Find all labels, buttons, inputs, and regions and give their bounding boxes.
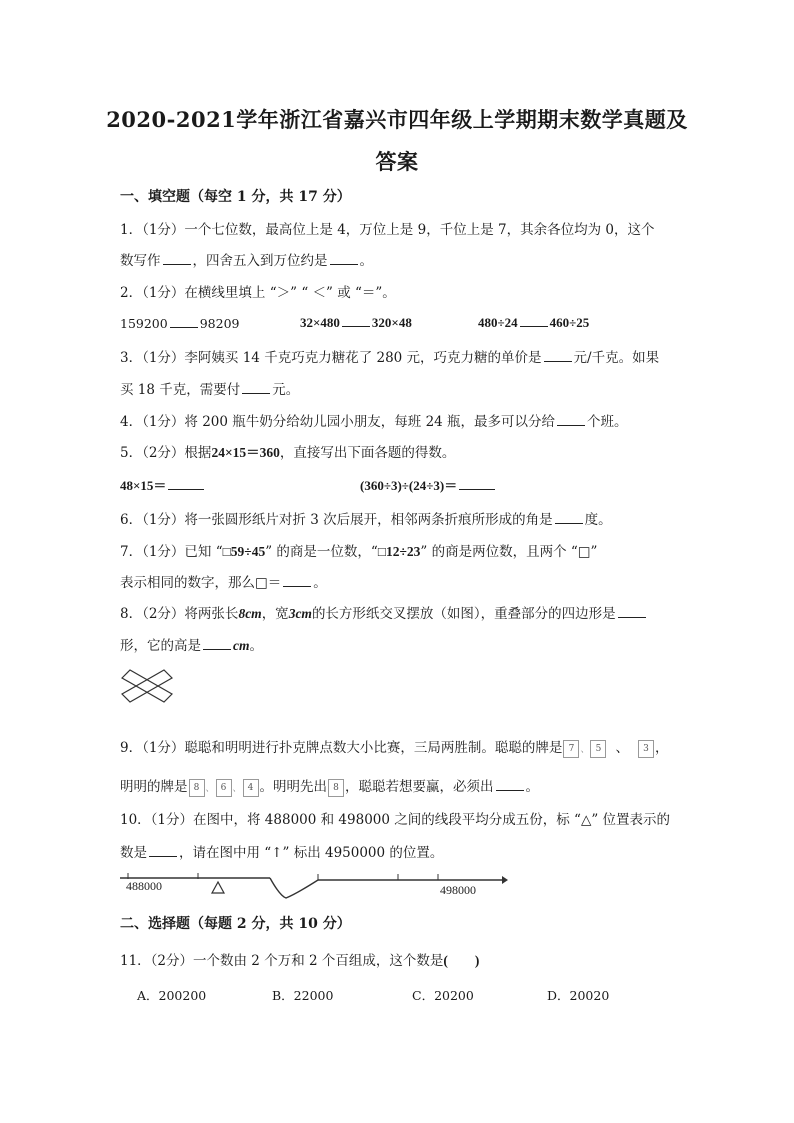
q3-line2 bbox=[120, 378, 299, 398]
q11-option-a[interactable]: A．200200 bbox=[137, 988, 207, 1003]
q1-text-c: ，四舍五入到万位约是 bbox=[192, 253, 328, 269]
q1-line2 bbox=[120, 249, 373, 269]
q8-text-d: 形，它的高是 bbox=[120, 638, 201, 654]
q7-line1 bbox=[120, 540, 597, 560]
q11-option-b[interactable]: B．22000 bbox=[272, 988, 334, 1003]
q7-expr-1: □59÷45 bbox=[222, 544, 266, 559]
page-title-line1: 2020-2021学年浙江省嘉兴市四年级上学期期末数学真题及 bbox=[106, 107, 688, 132]
q10-blank[interactable] bbox=[149, 844, 177, 857]
q7-text-e: 。 bbox=[313, 575, 327, 591]
q4-line bbox=[120, 410, 628, 430]
q4-text-a: 4．（1分）将 200 瓶牛奶分给幼儿园小朋友，每班 24 瓶，最多可以分给 bbox=[120, 414, 556, 430]
q3-text-d: 元。 bbox=[272, 382, 300, 398]
q2-line1 bbox=[120, 281, 396, 301]
q2-e1-right: 98209 bbox=[199, 316, 240, 331]
q8-blank-2[interactable] bbox=[203, 637, 231, 650]
q9-text-e: ，聪聪若想要赢，必须出 bbox=[345, 779, 494, 795]
number-line-figure[interactable] bbox=[118, 866, 508, 906]
rectangle-1 bbox=[122, 670, 172, 702]
q2-e2-left: 32×480 bbox=[300, 315, 340, 330]
section1-heading: 一、填空题（每空 1 分，共 17 分） bbox=[120, 189, 351, 205]
q9-blank[interactable] bbox=[496, 778, 524, 791]
q5-text-b: ，直接写出下面各题的得数。 bbox=[279, 445, 456, 461]
q8-width: 3cm bbox=[288, 606, 312, 621]
q6-text-a: 6．（1分）将一张圆形纸片对折 3 次后展开，相邻两条折痕所形成的角是 bbox=[120, 512, 553, 528]
q9-line2 bbox=[120, 775, 539, 797]
q6-text-b: 度。 bbox=[584, 512, 612, 528]
section2-heading: 二、选择题（每题 2 分，共 10 分） bbox=[120, 916, 351, 932]
q5-expr-2-wrap bbox=[360, 475, 497, 494]
q2-blank-1[interactable] bbox=[170, 315, 198, 328]
q5-expr-2: (360÷3)÷(24÷3)＝ bbox=[360, 478, 458, 493]
card-separator: 、 bbox=[615, 740, 629, 756]
q9-text-b: ， bbox=[654, 740, 669, 756]
q10-line2 bbox=[120, 841, 443, 861]
q8-unit: cm bbox=[233, 638, 250, 653]
q10-line1 bbox=[120, 808, 670, 828]
q7-expr-2: □12÷23 bbox=[377, 544, 421, 559]
mingming-card-3: 4 bbox=[243, 779, 259, 797]
number-line-break bbox=[270, 878, 318, 898]
q5-line2 bbox=[120, 475, 206, 494]
card-separator: 、 bbox=[205, 784, 215, 794]
crossed-rectangles-figure bbox=[118, 666, 176, 706]
q9-text-a: 9．（1分）聪聪和明明进行扑克牌点数大小比赛，三局两胜制。聪聪的牌是 bbox=[120, 740, 563, 756]
q9-text-f: 。 bbox=[525, 779, 540, 795]
q2-blank-2[interactable] bbox=[342, 314, 370, 327]
mingming-card-1: 8 bbox=[189, 779, 205, 797]
triangle-marker-icon bbox=[212, 882, 224, 893]
rectangle-2 bbox=[122, 670, 172, 702]
q11-line bbox=[120, 949, 479, 969]
q7-line2 bbox=[120, 571, 327, 591]
q4-blank[interactable] bbox=[557, 413, 585, 426]
q10-text-b: 数是 bbox=[120, 845, 147, 861]
q2-e2-right: 320×48 bbox=[371, 315, 412, 330]
q5-text-a: 5．（2分）根据 bbox=[120, 445, 212, 461]
q11-option-d[interactable]: D．20020 bbox=[547, 988, 610, 1003]
congcong-card-3: 3 bbox=[638, 740, 654, 758]
q4-text-b: 个班。 bbox=[587, 414, 628, 430]
q5-blank-2[interactable] bbox=[459, 477, 495, 490]
q2-expr-3 bbox=[478, 314, 589, 331]
q5-expr-1: 48×15＝ bbox=[120, 478, 167, 493]
q8-text-b: ，宽 bbox=[261, 606, 289, 622]
q2-blank-3[interactable] bbox=[520, 314, 548, 327]
q10-text-c: ，请在图中用 “↑” 标出 4950000 的位置。 bbox=[179, 845, 444, 861]
q1-text-b: 数写作 bbox=[120, 253, 161, 269]
q3-blank-1[interactable] bbox=[544, 349, 572, 362]
q3-text-b: 元/千克。如果 bbox=[573, 350, 660, 366]
card-separator: 、 bbox=[580, 745, 590, 755]
q11-text-a: 11．（2分）一个数由 2 个万和 2 个百组成，这个数是 bbox=[120, 953, 444, 969]
q8-text-a: 8．（2分）将两张长 bbox=[120, 606, 239, 622]
q8-blank-1[interactable] bbox=[618, 605, 646, 618]
q1-line1 bbox=[120, 218, 654, 238]
q2-line2 bbox=[120, 315, 239, 331]
q9-text-c: 明明的牌是 bbox=[120, 779, 188, 795]
q9-text-d: 。明明先出 bbox=[259, 779, 328, 795]
q1-blank-1[interactable] bbox=[163, 252, 191, 265]
q10-text-a: 10．（1分）在图中，将 488000 和 498000 之间的线段平均分成五份，标 “△” 位置表示的 bbox=[120, 812, 671, 828]
q3-text-c: 买 18 千克，需要付 bbox=[120, 382, 241, 398]
q3-blank-2[interactable] bbox=[242, 381, 270, 394]
q1-text-d: 。 bbox=[359, 253, 373, 269]
q2-e3-right: 460÷25 bbox=[549, 315, 590, 330]
q3-line1 bbox=[120, 346, 659, 366]
label-488000: 488000 bbox=[126, 879, 162, 893]
q1-text-a: 1．（1分）一个七位数，最高位上是 4，万位上是 9，千位上是 7，其余各位均为 0，这个 bbox=[120, 222, 655, 238]
page-title-line2: 答案 bbox=[375, 149, 419, 174]
q2-expr-2 bbox=[300, 314, 412, 331]
congcong-card-2: 5 bbox=[590, 740, 606, 758]
q11-option-c[interactable]: C．20200 bbox=[412, 988, 474, 1003]
q3-text-a: 3．（1分）李阿姨买 14 千克巧克力糖花了 280 元，巧克力糖的单价是 bbox=[120, 350, 542, 366]
card-separator: 、 bbox=[232, 784, 242, 794]
q6-line bbox=[120, 508, 612, 528]
q8-length: 8cm bbox=[238, 606, 262, 621]
q8-line2 bbox=[120, 634, 263, 654]
q7-text-b: ” 的商是一位数，“ bbox=[265, 544, 378, 560]
number-line-arrowhead bbox=[502, 876, 508, 884]
q8-text-e: 。 bbox=[249, 638, 263, 654]
q7-text-c: ” 的商是两位数，且两个 “□” bbox=[420, 544, 598, 560]
q6-blank[interactable] bbox=[555, 511, 583, 524]
q2-e3-left: 480÷24 bbox=[478, 315, 518, 330]
q8-text-c: 的长方形纸交叉摆放（如图），重叠部分的四边形是 bbox=[311, 606, 616, 622]
q8-line1 bbox=[120, 602, 648, 622]
q2-text-a: 2．（1分）在横线里填上 “＞” “ ＜” 或 “＝”。 bbox=[120, 285, 396, 301]
q5-line1 bbox=[120, 441, 455, 461]
q5-blank-1[interactable] bbox=[168, 477, 204, 490]
q11-answer-paren[interactable]: ( ) bbox=[443, 953, 480, 968]
first-card: 8 bbox=[328, 779, 344, 797]
congcong-card-1: 7 bbox=[563, 740, 579, 758]
q7-text-d: 表示相同的数字，那么□＝ bbox=[120, 575, 282, 591]
q7-blank[interactable] bbox=[283, 574, 311, 587]
q2-e1-left: 159200 bbox=[120, 316, 168, 331]
q5-given-equation: 24×15＝360 bbox=[211, 445, 280, 460]
q1-blank-2[interactable] bbox=[330, 252, 358, 265]
mingming-card-2: 6 bbox=[216, 779, 232, 797]
label-498000: 498000 bbox=[440, 883, 476, 897]
q7-text-a: 7．（1分）已知 “ bbox=[120, 544, 223, 560]
q9-line1 bbox=[120, 736, 668, 758]
